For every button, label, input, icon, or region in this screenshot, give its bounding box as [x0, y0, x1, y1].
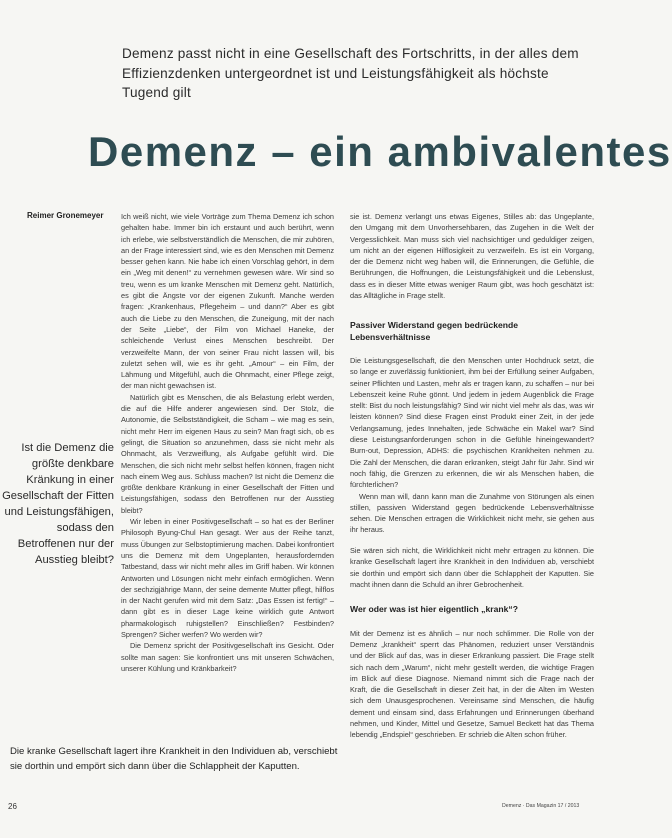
pull-quote-line: sodass den — [56, 522, 114, 534]
author-name: Reimer Gronemeyer — [27, 211, 104, 220]
pull-quote — [0, 440, 114, 568]
paragraph: sie ist. Demenz verlangt uns etwas Eigenes, Stilles ab: das Ungeplante, den Umgang mit dem Unvorhersehbaren, das Zugehen in die Welt der Vergesslichkeit. Man muss sich viel nachsichtiger und geduldiger zeigen, um nicht an der eigenen Hilflosigkeit zu verzweifeln. Es ist ein Vorgang, der die Demenz nicht weg haben will, die Erinnerungen, die Gefühle, die Berührungen, die Hoffnungen, die Leistungsfähigkeit und die Lebenslust, dass es in dieser Mitte etwas weniger Raum gibt, was hoch geschätzt ist: das Alltägliche in Frage stellt. — [350, 212, 594, 301]
article-subhead: Demenz passt nicht in eine Gesellschaft des Fortschritts, in der alles dem Effizienzdenken untergeordnet ist und Leistungsfähigkeit als höchste Tugend gilt — [122, 46, 579, 100]
pull-quote-line: Ist die Demenz die — [21, 442, 114, 454]
pull-quote-line: Betroffenen nur der — [17, 538, 114, 550]
body-column-1 — [121, 211, 334, 786]
pull-quote-line: Ausstieg bleibt? — [35, 554, 114, 566]
pull-quote-bottom: Die kranke Gesellschaft lagert ihre Krankheit in den Individuen ab, verschiebt sie dorthin und empört sich dann über die Schlappheit der Kaputten. — [10, 746, 338, 772]
paragraph: Natürlich gibt es Menschen, die als Belastung erlebt werden, die auf die Hilfe anderer angewiesen sind. Der Stolz, die Autonomie, die Selbstständigkeit, die Scham – wie mag es sein, nicht mehr Herr im eigenen Haus zu sein? Man fragt sich, ob es gelingt, die Situation so anzunehmen, dass sie nicht mehr als Ohnmacht, als Verzweiflung, als Aufgabe gefühlt wird. Die Menschen, die sich nicht mehr selbst helfen können, fragen nicht nach einem Weg aus. Schluss machen? Ist nicht die Demenz die größte denkbare Kränkung in einer Gesellschaft der Fitten und Leistungsfähigen, sodass den Betroffenen nur der Ausstieg bleibt? — [121, 392, 334, 515]
article-headline: Demenz – ein ambivalentes — [88, 128, 672, 175]
paragraph: Mit der Demenz ist es ähnlich – nur noch schlimmer. Die Rolle von der Demenz „krankheit“ sperrt das Phänomen, reduziert unser Verständnis und der Blick auf das, was in dieser Erkrankung passiert. Die Frage stellt sich nach dem „Warum“, nicht mehr gestellt werden, die wichtige Fragen im Blick auf diese Diagnose. Niemand nimmt sich die Frage nach der Kraft, die die Gesellschaft in dieser Zeit hat, in der die Alten im Westen sich dem Unausgesprochenen. Vereinsame sind Menschen, die häufig dement und einsam sind, dass Erfahrungen und Erinnerungen überhand nehmen, und Kinder, Mittel und Gesetze, Samuel Beckett hat das Thema lebendig „Endspiel“ geschrieben. Er schrieb die Alten schon früher. — [350, 628, 594, 740]
section-heading: Wer oder was ist hier eigentlich „krank“? — [350, 604, 518, 615]
pull-quote-line: Gesellschaft der Fitten — [2, 490, 114, 502]
paragraph: Die Demenz spricht der Positivgesellschaft ins Gesicht. Oder sollte man sagen: Sie konfrontiert uns mit unseren Schwächen, unserer Kühlung und Kränkbarkeit? — [121, 641, 334, 673]
pull-quote-line: und Leistungsfähigen, — [4, 506, 114, 518]
body-column-2 — [350, 211, 594, 791]
paragraph: Sie wären sich nicht, die Wirklichkeit nicht mehr ertragen zu können. Die kranke Gesellschaft lagert ihre Krankheit in den Individuen ab, verschiebt sie dorthin und empört sich dann über die Schlappheit der Kaputten. Sie macht ihnen dann die Schuld an ihrer Gebrochenheit. — [350, 546, 594, 589]
section-heading: Passiver Widerstand gegen bedrückende Lebensverhältnisse — [350, 320, 519, 342]
pull-quote-line: größte denkbare — [31, 458, 114, 470]
paragraph: Wenn man will, dann kann man die Zunahme von Störungen als einen stillen, passiven Widerstand gegen bedrückende Lebensverhältnisse sehen. Die Menschen ertragen die Wirklichkeit nicht mehr, sie gehen aus ihr heraus. — [350, 491, 594, 535]
pull-quote-line: Kränkung in einer — [26, 474, 114, 486]
paragraph: Ich weiß nicht, wie viele Vorträge zum Thema Demenz ich schon gehalten habe. Immer bin ich erstaunt und auch berührt, wenn ich erlebe, wie selbstverständlich die Menschen, die mir zuhören, an der Frage interessiert sind, wie es den Menschen mit Demenz besser gehen kann. Nie habe ich einen Vorschlag gehört, in dem ein „Weg mit denen!“ zu vernehmen gewesen wäre. Wir sind so treu, wenn es um kranke Menschen mit Demenz geht. Natürlich, es gibt die Ängste vor der eigenen Zukunft. Manche werden fragen: „Krankenhaus, Pflegeheim – und dann?“ Aber es gibt auch die Liebe zu den Menschen, die Zuneigung, mit der nach der Seite „Liebe“, der Film von Michael Haneke, der schleichende Verlust eines Menschen beschreibt. Der verzweifelte Mann, der von seiner Frau nicht lassen will, bis zuletzt sehen will, wie es ihr geht. „Amour“ – ein Film, der Lähmung und Mitgefühl, auch die Ohnmacht, einer Pflege zeigt, der man nicht gewachsen ist. — [121, 212, 334, 391]
page-footer: Demenz · Das Magazin 17 / 2013 — [502, 803, 580, 809]
paragraph: Die Leistungsgesellschaft, die den Menschen unter Hochdruck setzt, die so lange er zuverlässig funktioniert, ihm bei der Erfüllung seiner Aufgaben, seiner Pflichten und Lasten, mehr als er tragen kann, zu schaffen – nur bei Lebenszeit keine Ruhe gönnt. Und jedem in jedem Augenblick die Frage stellt: Bist du noch leistungsfähig? Sind wir nicht viel mehr als das, was wir leisten können? Sind diese Fragen einst Produkt einer Zeit, in der jede Verlangsamung, jedes Innehalten, jede Schwäche ein Makel war? Sind diese Leistungsanforderungen schon in die Gefühle hineingewandert? Burn-out, Depression, ADHS: die psychischen Krankheiten nehmen zu. Die Zahl der Menschen, die daran erkranken, steigt Jahr für Jahr. Sind wir noch fähig, die Grenzen zu erkennen, die wir als Menschen haben, die fürchterlichen? — [350, 356, 594, 490]
page-number: 26 — [8, 802, 17, 811]
paragraph: Wir leben in einer Positivgesellschaft – so hat es der Berliner Philosoph Byung-Chul Han gesagt. Wer aus der Reihe tanzt, muss Übungen zur Selbstoptimierung machen. Dabei konfrontiert uns die Demenz mit dem Ungeplanten, herausfordernden Tatbestand, dass wir nicht mehr alles im Griff haben. Wir können Antworten und Lösungen nicht mehr einfach ermöglichen. Wenn der sechzigjährige Mann, der seine demente Mutter pflegt, hilflos in der Nacht gerufen wird mit dem Satz: „Das Essen ist fertig!“ – dann gibt es in dieser Lage keine wirklich gute Antwort pharmakologisch ruhigstellen? Einschließen? Festbinden? Sprengen? Sicher werfen? Wo werden wir? — [121, 517, 334, 639]
